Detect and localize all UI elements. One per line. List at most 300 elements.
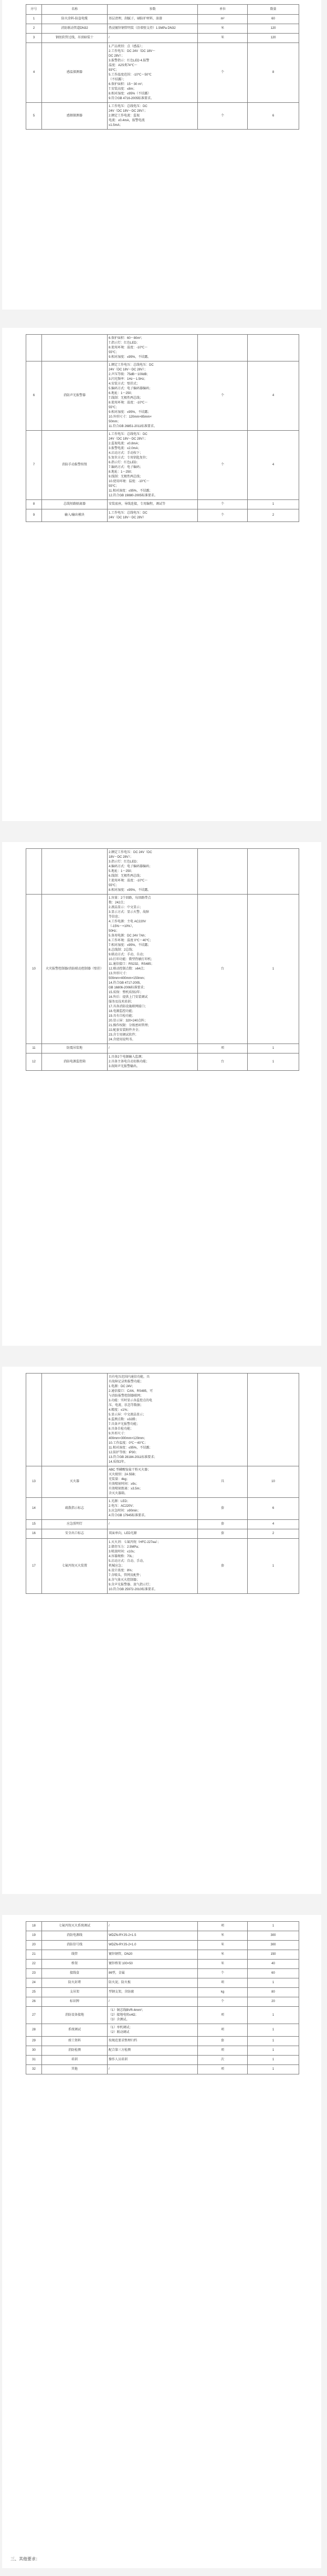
param-line: /	[109, 2000, 110, 2003]
item-name: 感烟探测器	[42, 103, 108, 130]
param-line: 24V（DC 18V～DC 28V）；	[109, 109, 147, 113]
row-number: 24	[26, 1978, 42, 1988]
param-line: 55℃；	[109, 484, 119, 488]
param-line: 热浸镀锌钢管明装（沿墙壁支持）1.5MPa DN32	[109, 27, 176, 30]
table-row	[26, 500, 299, 509]
param-line: 服务及技术培训；	[109, 1000, 134, 1004]
item-unit: 米	[198, 1941, 248, 1950]
item-params	[108, 1466, 198, 1498]
param-line: 6.指示灯：红色LED；	[109, 461, 140, 464]
row-number	[26, 849, 42, 895]
item-name: 标识牌	[42, 1997, 108, 2007]
item-unit: 个	[198, 103, 248, 130]
item-params	[108, 509, 198, 522]
item-params	[108, 2037, 198, 2046]
param-line: 含灭火器箱。	[109, 1492, 128, 1495]
param-line: 13.外形尺寸：	[109, 972, 129, 975]
table-row	[26, 1466, 299, 1498]
param-line: 4.容器规格：70L；	[109, 1555, 136, 1558]
item-params	[108, 849, 198, 895]
item-params	[108, 1997, 198, 2007]
param-line: /	[109, 1047, 110, 1050]
param-line: 1.灭火剂：七氟丙烷（HFC-227ea）；	[109, 1540, 161, 1544]
table-row	[26, 2024, 299, 2037]
param-line: 7.安装高度：≤8m；	[109, 87, 136, 91]
param-line: 9.相对湿度：≤95%，不结露。	[109, 355, 151, 359]
param-line: 2.额定工作电压：DC 24V（DC	[109, 850, 152, 854]
param-line: 防火泥、防火板	[109, 1981, 131, 1984]
param-line: 14.质保2年。	[109, 1460, 128, 1464]
param-line: /	[109, 2068, 110, 2071]
param-line: 6.保护面积：60～80m²；	[109, 336, 144, 340]
param-line: 1.容量：2个回路，每回路带点	[109, 896, 151, 900]
param-line: 9.外形尺寸：	[109, 1432, 128, 1435]
param-line: 2.电压：AC220V；	[109, 1504, 136, 1508]
item-params	[108, 1960, 198, 1969]
item-quantity: 8	[248, 43, 299, 103]
param-line: 压、电流、状态等数据；	[109, 1403, 144, 1407]
table-row	[26, 1931, 299, 1941]
param-line: 2.液晶显示：中文显示；	[109, 906, 143, 909]
item-unit: 项	[198, 2024, 248, 2037]
item-name: 消防信号线	[42, 1941, 108, 1950]
row-number: 30	[26, 2046, 42, 2056]
row-number: 29	[26, 2037, 42, 2046]
item-quantity: 1	[248, 1053, 299, 1071]
param-line: 3.应急时间：≥90min；	[109, 1509, 141, 1513]
item-quantity: 1	[248, 2065, 299, 2074]
param-line: 55℃；	[109, 883, 119, 887]
page-3	[2, 842, 321, 1346]
param-line: 基层清理，刮腻子，刷防护材料，油漆	[109, 17, 163, 20]
item-name: 消防手动报警按钮	[42, 431, 108, 500]
item-unit: 项	[198, 1978, 248, 1988]
param-line: 400mm×300mm×120mm；	[109, 1436, 147, 1440]
item-unit: 个	[198, 431, 248, 500]
item-name: 防火封堵	[42, 1978, 108, 1988]
item-name: 线管	[42, 1950, 108, 1960]
param-line: 4.精度：≤1%；	[109, 1408, 130, 1412]
row-number: 19	[26, 1931, 42, 1941]
item-params	[108, 431, 198, 500]
row-number: 4	[26, 43, 42, 103]
item-name: 七氟丙烷灭火装置	[42, 1539, 108, 1594]
item-params	[108, 1941, 198, 1950]
table-row	[26, 361, 299, 431]
param-line: 1.工作电压：总线电压：DC	[109, 104, 147, 108]
param-line: 1.具备2个电源输入监测；	[109, 1055, 145, 1059]
param-line: 18V～DC 28V）；	[109, 855, 133, 859]
param-line: WDZN-RYJS-2×1.0	[109, 1943, 136, 1946]
param-line: 3.喷放时间：≤10s；	[109, 1550, 137, 1553]
item-unit: 米	[198, 1960, 248, 1969]
param-line: 7.含喷头、管网及配件；	[109, 1573, 143, 1577]
param-line: 5.启动方式：自动、手动、	[109, 1559, 146, 1563]
param-line: 50mm；	[109, 420, 121, 423]
item-params	[108, 1988, 198, 1997]
param-line: 8.使用环境：温度：-10℃～	[109, 346, 148, 349]
param-line: 安装底座，导线连接，专用编程，调试等	[109, 503, 166, 506]
page-2	[2, 328, 321, 821]
row-number: 12	[26, 1053, 42, 1071]
item-name: 感温探测器	[42, 43, 108, 103]
param-line: 具有电压范围内通信功能，具	[109, 1375, 150, 1379]
param-line: 配合第三方检测	[109, 2049, 131, 2052]
header-no: 序号	[26, 5, 42, 15]
param-line: 14.符合GB 4717-2005、	[109, 981, 143, 985]
table-body-3	[26, 849, 299, 1071]
param-line: 有效喷射距离：≥3.5m；	[109, 1487, 143, 1491]
param-line: 86型，金属	[109, 1972, 125, 1975]
table-row	[26, 509, 299, 522]
row-number: 18	[26, 1922, 42, 1931]
param-line: 型钢支架，含防腐	[109, 1990, 134, 1994]
table-body-4	[26, 1374, 299, 1594]
table-row	[26, 849, 299, 895]
param-line: 有效喷射时间：≥9s；	[109, 1482, 139, 1486]
spec-table-part-5	[26, 1921, 299, 2074]
table-row	[26, 2056, 299, 2065]
param-line: 3.报警电流：≤2.0mA；	[109, 446, 141, 450]
param-line: 1.光源：LED；	[109, 1499, 130, 1503]
param-line: 7.编码方式：电子编码；	[109, 465, 143, 469]
item-unit: 项	[198, 2065, 248, 2074]
param-line: 5.显示屏：中文液晶显示；	[109, 1413, 146, 1417]
param-line: 4.启动方式：手动按下；	[109, 451, 143, 455]
param-line: 24V（DC 18V～DC 28V）；	[109, 437, 147, 441]
item-quantity: 300	[248, 1931, 299, 1941]
param-line: （-15%～+10%），	[109, 924, 135, 928]
param-line: 10.打印功能：微型热敏打印机；	[109, 957, 154, 961]
param-line: ABC 型磷酸铵盐干粉灭火器；	[109, 1468, 151, 1472]
item-quantity: 4	[248, 361, 299, 431]
param-line: 5.编码方式：电子编码器编码；	[109, 387, 153, 390]
item-quantity: 1	[248, 500, 299, 509]
param-line: 5.备用电源：DC 24V 7Ah；	[109, 934, 148, 938]
item-quantity: 1	[248, 1044, 299, 1053]
item-params	[108, 103, 198, 130]
param-line: 镀锌桥架 100×50	[109, 1962, 133, 1965]
table-row	[26, 1988, 299, 1997]
row-number: 20	[26, 1941, 42, 1950]
item-unit: 米	[198, 34, 248, 43]
param-line: 7.线制：无极性两总线；	[109, 396, 143, 400]
param-line: 17.具备消防设施联网接口；	[109, 1005, 148, 1008]
row-number: 21	[26, 1950, 42, 1960]
param-line: 10.使用环境：温度：-10℃～	[109, 480, 150, 483]
item-quantity: 1	[248, 2056, 299, 2065]
row-number: 16	[26, 1529, 42, 1539]
param-line: 11.通信接口：RS232、RS485；	[109, 962, 154, 966]
item-name: 火灾报警控制器/消防联动控制器（壁挂）	[42, 895, 108, 1044]
param-line: 2.声压等级：75dB～100dB；	[109, 372, 150, 376]
row-number: 28	[26, 2024, 42, 2037]
param-line: 93℃；	[109, 68, 119, 72]
row-number	[26, 1374, 42, 1466]
item-params	[108, 2024, 198, 2037]
header-qty: 数量	[248, 5, 299, 15]
item-name: 安全出口标志	[42, 1529, 108, 1539]
param-line: 15.质保：整机质保2年；	[109, 991, 143, 994]
item-name: 灭火器	[42, 1466, 108, 1498]
param-line: ≤1.5mA；	[109, 123, 123, 127]
param-line: 与消防报警控制器联网；	[109, 1394, 144, 1398]
param-line: /	[109, 1523, 110, 1526]
item-quantity: 10	[248, 1466, 299, 1498]
item-params	[108, 1053, 198, 1071]
item-unit: kg	[198, 1988, 248, 1997]
item-unit: 个	[198, 1969, 248, 1978]
param-line: （1）单机调试；	[109, 2026, 133, 2029]
item-unit: 项	[198, 2046, 248, 2056]
param-line: 2.额定工作电流：监视	[109, 114, 140, 118]
param-line: 操作人员培训	[109, 2058, 128, 2061]
table-header-row	[26, 5, 299, 15]
param-line: 1.电源：DC 24V；	[109, 1385, 135, 1388]
item-quantity: 60	[248, 15, 299, 24]
param-line: 24V（DC 18V～DC 28V）；	[109, 368, 147, 371]
param-line: 9.联动方式：手动、自动；	[109, 953, 146, 956]
param-line: 12.符合GB 19880-2005标准要求。	[109, 494, 157, 497]
param-line: 温度：A2S类74℃～	[109, 63, 138, 67]
item-name: 输入/输出模块	[42, 509, 108, 522]
param-line: 2.储存压力：2.5MPa；	[109, 1545, 141, 1549]
item-unit: 套	[198, 1539, 248, 1594]
param-line: 11.相对湿度：≤95%，不结露；	[109, 489, 153, 493]
param-line: 21.操作权限：分级密码管理；	[109, 1024, 151, 1027]
row-number: 25	[26, 1988, 42, 1997]
spec-table-part-3	[26, 848, 299, 1071]
item-name	[42, 849, 108, 895]
item-quantity: 80	[248, 1988, 299, 1997]
item-name: 竣工资料	[42, 2037, 108, 2046]
item-name: 防震吊装地	[42, 1044, 108, 1053]
row-number: 3	[26, 34, 42, 43]
item-quantity: 2	[248, 1529, 299, 1539]
row-number: 22	[26, 1960, 42, 1969]
param-line: 8.使用环境：温度：-10℃～	[109, 401, 148, 405]
param-line: 2.具备主备电自动切换功能；	[109, 1060, 150, 1063]
param-line: （3）含测试。	[109, 2018, 130, 2021]
param-line: 等信息；	[109, 915, 122, 919]
row-number	[26, 335, 42, 361]
table-row	[26, 1374, 299, 1466]
param-line: 4.工作电源：主电 AC220V	[109, 920, 146, 923]
table-row	[26, 1978, 299, 1988]
param-line: 6.监测点数：≥32路；	[109, 1418, 139, 1421]
param-line: 镀锌钢管，DN20	[109, 1953, 133, 1956]
item-quantity: 300	[248, 1941, 299, 1950]
item-unit: 个	[198, 1997, 248, 2007]
spec-table-part-1	[26, 4, 299, 130]
item-params	[108, 895, 198, 1044]
param-line: 8.具备自检功能；	[109, 1427, 134, 1431]
row-number: 14	[26, 1498, 42, 1520]
param-line: 8.含气体灭火控制器；	[109, 1578, 140, 1582]
table-row	[26, 1529, 299, 1539]
item-params	[108, 43, 198, 103]
table-body-2	[26, 335, 299, 522]
table-row	[26, 335, 299, 361]
table-row	[26, 103, 299, 130]
param-line: 13.符合GB 28184-2011标准要求；	[109, 1455, 157, 1459]
row-number: 15	[26, 1520, 42, 1529]
item-quantity: 20	[248, 1997, 299, 2007]
param-line: WDZN-RYJS-2×1.5	[109, 1934, 136, 1937]
item-name: 其他	[42, 2065, 108, 2074]
table-row	[26, 2037, 299, 2046]
param-line: 2.监视电流：≤0.8mA；	[109, 442, 141, 445]
item-name: 消防电源线	[42, 1931, 108, 1941]
item-params	[108, 361, 198, 431]
table-row	[26, 1997, 299, 2007]
header-unit: 单位	[198, 5, 248, 15]
item-name	[42, 335, 108, 361]
param-line: 11.符合GB 26851-2011标准要求。	[109, 424, 157, 428]
param-line: 1.额定工作电压：总线电压：DC	[109, 363, 154, 367]
param-line: DC 28V）；	[109, 54, 125, 58]
item-name: 桥架	[42, 1960, 108, 1969]
param-line: 20.显示屏：320×240点阵；	[109, 1019, 147, 1023]
item-params	[108, 34, 198, 43]
item-quantity: 60	[248, 1969, 299, 1978]
item-quantity	[248, 1374, 299, 1466]
param-line: 23.含专用调试软件；	[109, 1033, 139, 1037]
item-unit: 项	[198, 1922, 248, 1931]
item-params	[108, 1498, 198, 1520]
item-unit: 米	[198, 1931, 248, 1941]
row-number: 8	[26, 500, 42, 509]
param-line: （1）铜芯线BVR-4mm²；	[109, 2008, 145, 2012]
item-params	[108, 1950, 198, 1960]
param-line: 充装量：4kg；	[109, 1477, 130, 1481]
item-name: 应急照明灯	[42, 1520, 108, 1529]
item-unit	[198, 335, 248, 361]
item-unit: 台	[198, 1053, 248, 1071]
row-number: 17	[26, 1539, 42, 1594]
param-line: 3.指示灯：红色LED；	[109, 860, 140, 864]
item-params	[108, 2065, 198, 2074]
table-row	[26, 1950, 299, 1960]
item-params	[108, 15, 198, 24]
param-line: GB 16806-2006标准要求；	[109, 986, 147, 989]
param-line: 机械应急；	[109, 1564, 125, 1568]
param-line: （不结露）；	[109, 78, 126, 81]
param-line: 7.使用环境：温度：-10℃～	[109, 879, 148, 882]
table-row	[26, 34, 299, 43]
item-params	[108, 24, 198, 34]
other-requirements-heading: 三、其他要求：	[10, 2557, 40, 2561]
param-line: 11.相对湿度：≤95%，不结露；	[109, 1446, 153, 1450]
item-unit: 次	[198, 2056, 248, 2065]
item-name: 接线盒	[42, 1969, 108, 1978]
param-line: 6.设计浓度：8%；	[109, 1569, 135, 1572]
page-5	[2, 1915, 321, 2568]
item-name: 钢丝软管过线，吊顶暗装十	[42, 34, 108, 43]
item-name: 培训	[42, 2056, 108, 2065]
param-line: /	[109, 36, 110, 39]
item-unit: 个	[198, 361, 248, 431]
item-quantity	[248, 849, 299, 895]
item-name	[42, 1374, 108, 1466]
item-quantity	[248, 335, 299, 361]
item-quantity: 1	[248, 895, 299, 1044]
item-quantity: 120	[248, 34, 299, 43]
param-line: 1.工作电压：总线电压：DC	[109, 432, 147, 436]
param-line: 22.配套安装附件齐全；	[109, 1028, 142, 1032]
item-params	[108, 1529, 198, 1539]
param-line: 7.相对湿度：≤95%，不结露；	[109, 943, 151, 947]
item-name: 总线短路隔离器	[42, 500, 108, 509]
table-row	[26, 2046, 299, 2056]
param-line: 2.工作电压：DC 24V（DC 18V～	[109, 49, 156, 53]
row-number: 23	[26, 1969, 42, 1978]
param-line: 电流：≤0.4mA，报警电流	[109, 119, 145, 122]
param-line: 7.具备声光报警功能；	[109, 1422, 140, 1426]
item-unit: 项	[198, 1044, 248, 1053]
item-params	[108, 1978, 198, 1988]
item-params	[108, 1539, 198, 1594]
item-params	[108, 1374, 198, 1466]
item-unit: 米	[198, 1950, 248, 1960]
row-number: 13	[26, 1466, 42, 1498]
item-params	[108, 1922, 198, 1931]
item-params	[108, 1969, 198, 1978]
table-row	[26, 895, 299, 1044]
param-line: 5.地址：1～250；	[109, 869, 134, 873]
table-body-5	[26, 1922, 299, 2074]
param-line: 10.符合GB 25972-2010标准要求。	[109, 1588, 157, 1591]
table-row	[26, 431, 299, 500]
item-params	[108, 2007, 198, 2024]
param-line: 12.防护等级：IP30；	[109, 1451, 139, 1454]
param-line: 6.保护面积：15～30 m²；	[109, 82, 145, 86]
item-quantity: 6	[248, 103, 299, 130]
item-unit	[198, 849, 248, 895]
item-name: 消防设备接地	[42, 2007, 108, 2024]
param-line: 5.复位方式：专用钥匙复位；	[109, 456, 150, 460]
row-number: 10	[26, 895, 42, 1044]
param-line: 55℃；	[109, 350, 119, 354]
page-1	[2, 0, 321, 310]
param-line: 50Hz；	[109, 929, 120, 933]
table-row	[26, 1969, 299, 1978]
item-unit: m²	[198, 15, 248, 24]
param-line: 8.相对湿度：≤95%，不结露。	[109, 888, 151, 892]
row-number: 5	[26, 103, 42, 130]
param-line: 24V（DC 18V～DC 28V）	[109, 516, 146, 519]
param-line: 8.总线制：2总线；	[109, 948, 135, 952]
item-params	[108, 2056, 198, 2065]
row-number: 32	[26, 2065, 42, 2074]
param-line: 1.产品类别：点（感温）；	[109, 45, 145, 48]
item-name: 消防检测	[42, 2046, 108, 2056]
param-line: 有故障记录和报警功能；	[109, 1380, 144, 1383]
item-quantity: 1	[248, 2037, 299, 2046]
param-line: 5.工作温度范围：-10℃～50℃	[109, 73, 152, 77]
header-params: 参数	[108, 5, 198, 15]
param-line: 7.指示灯：红色LED；	[109, 341, 140, 345]
param-line: 3.闪光频率：1Hz～1.5Hz；	[109, 377, 147, 381]
item-quantity: 1	[248, 2007, 299, 2024]
page-4	[2, 1367, 321, 1894]
param-line: 18.电源监控功能；	[109, 1009, 135, 1013]
item-params	[108, 2046, 198, 2056]
item-name: 支吊架	[42, 1988, 108, 1997]
param-line: 12.联动控制点数：≥64点；	[109, 967, 147, 971]
row-number: 11	[26, 1044, 42, 1053]
table-row	[26, 24, 299, 34]
